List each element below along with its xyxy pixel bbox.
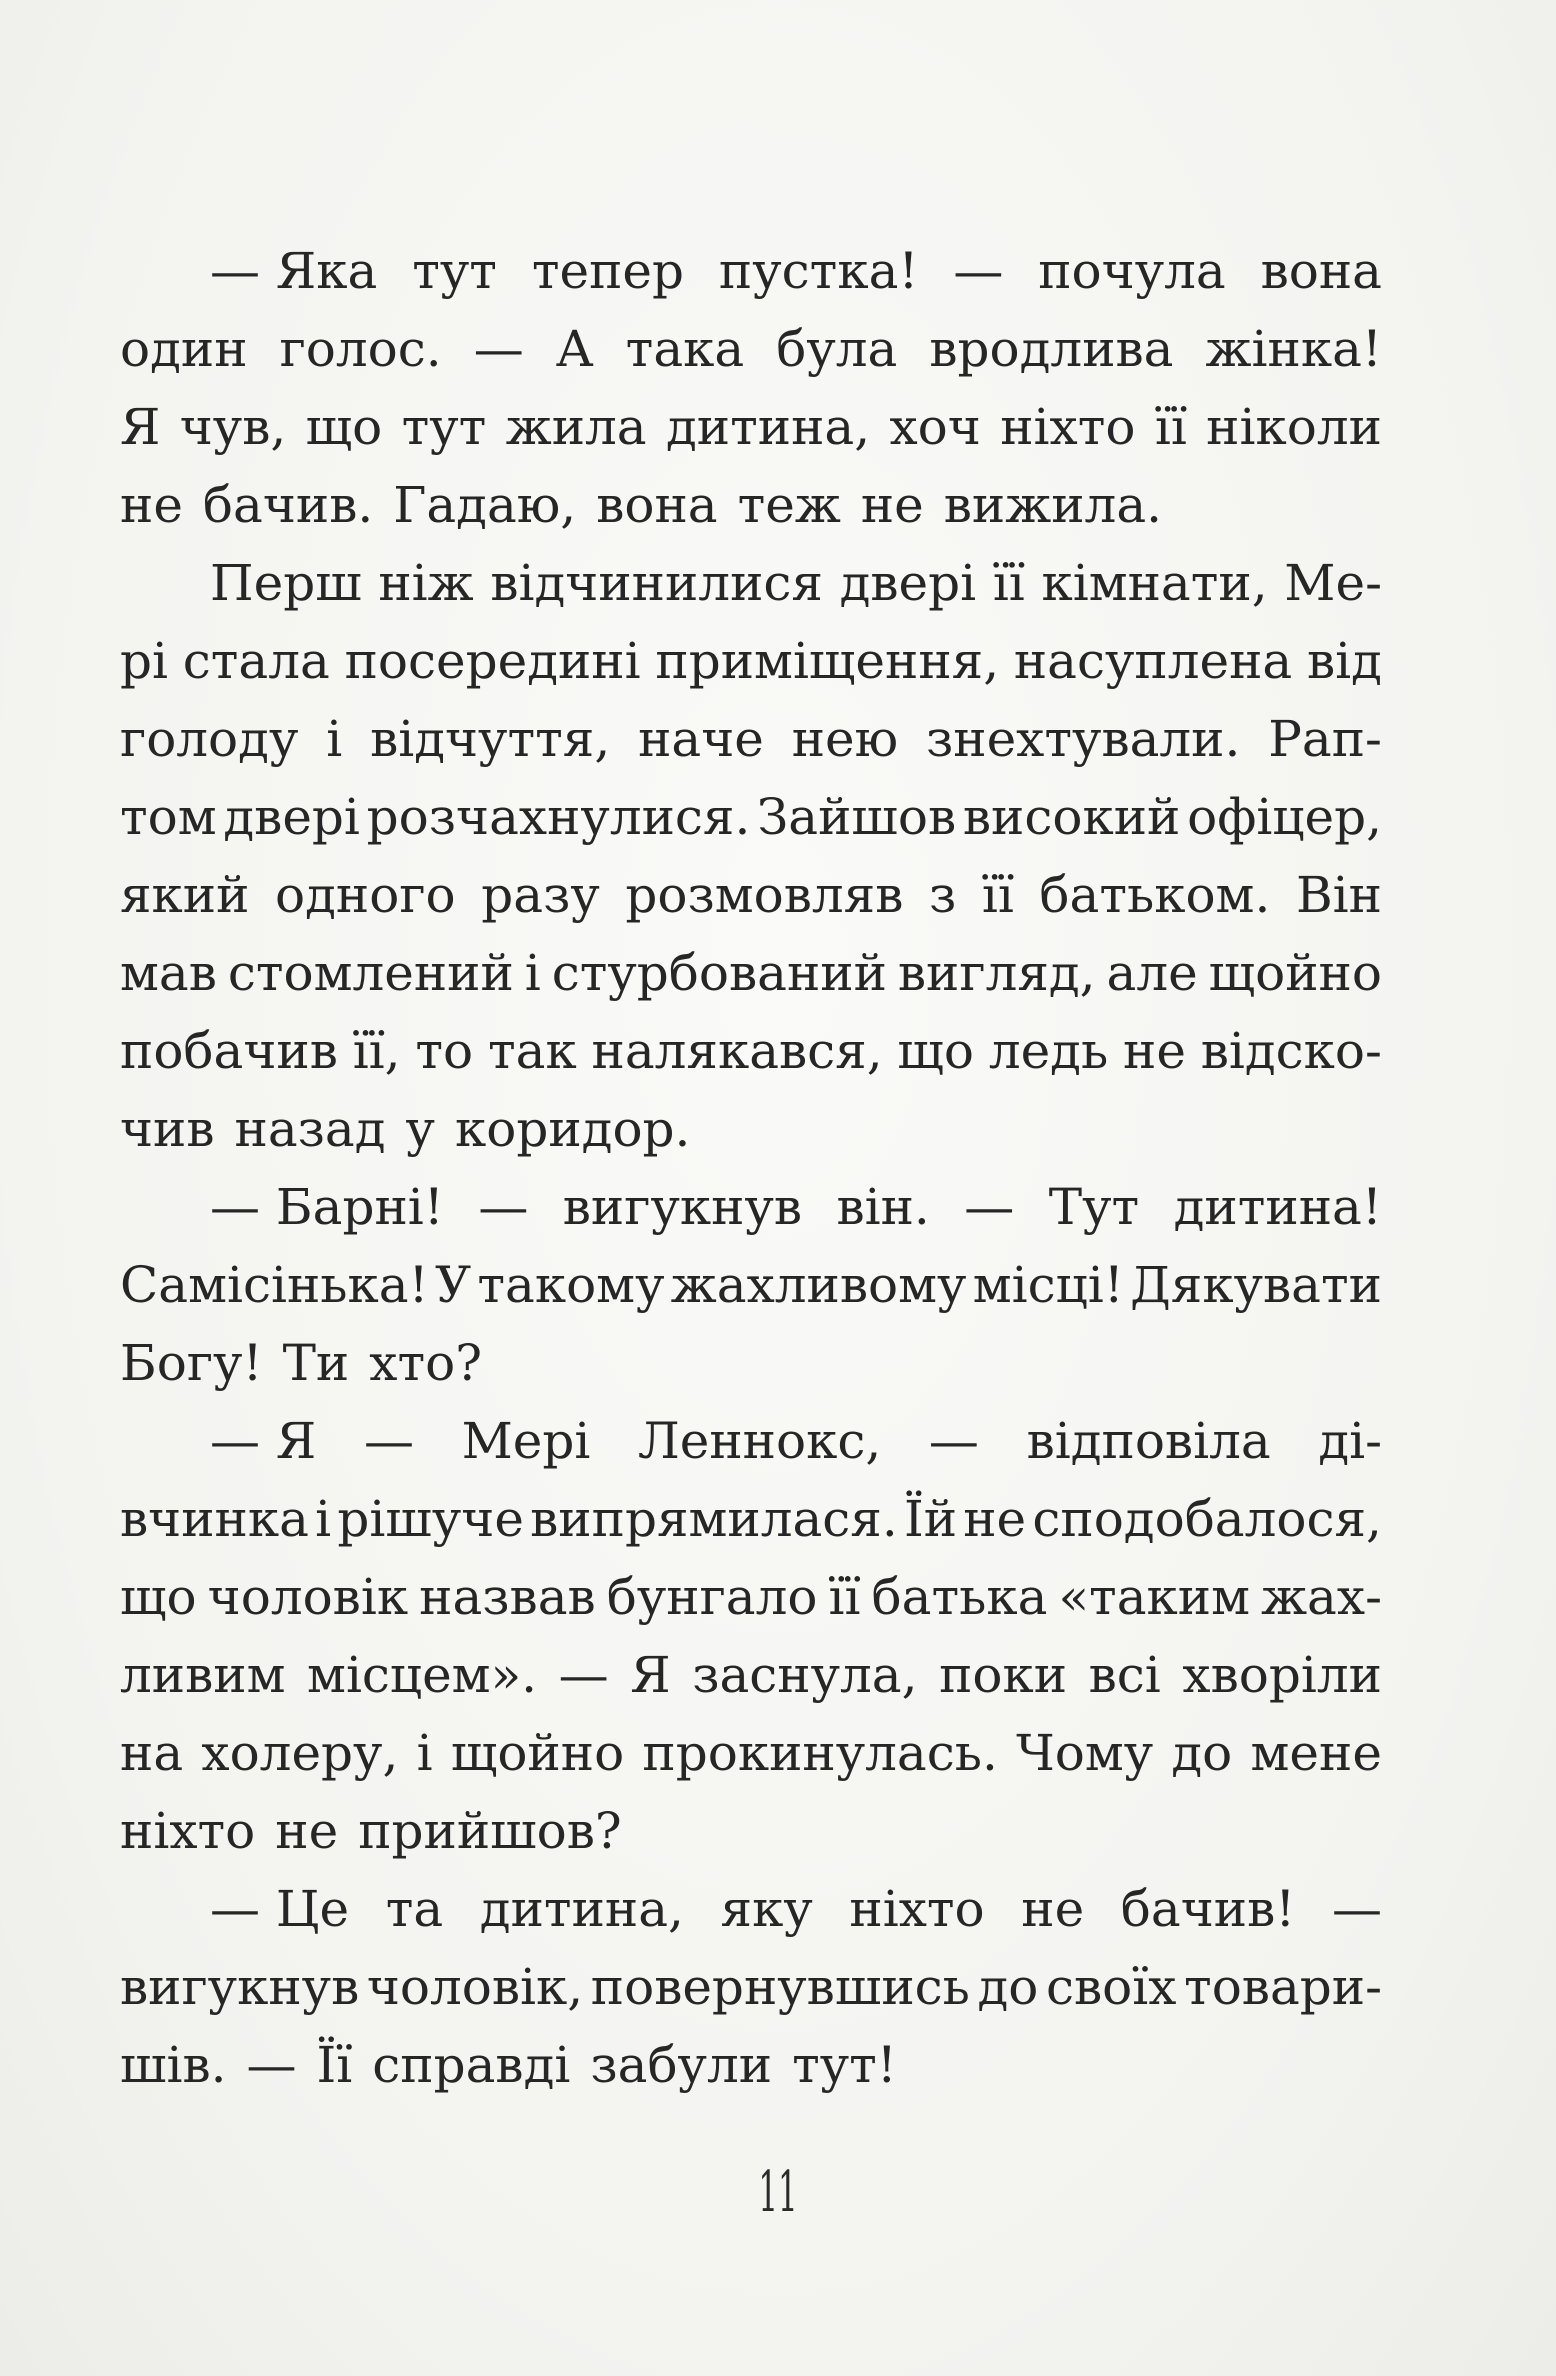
word: почула: [1038, 242, 1226, 300]
word: —: [363, 1412, 414, 1470]
word: на: [120, 1724, 184, 1782]
word: розмовляв: [625, 866, 904, 924]
word: — Це: [210, 1880, 350, 1938]
word: чоловік,: [366, 1958, 584, 2016]
word: місці!: [972, 1256, 1124, 1314]
paragraph: [120, 1870, 1382, 2104]
word: випрямилася.: [530, 1490, 898, 1548]
text-line: [120, 934, 1382, 1012]
word: її: [981, 866, 1014, 924]
word: та: [385, 1880, 444, 1938]
word: він.: [836, 1178, 930, 1236]
word: жила: [505, 398, 647, 456]
text-line: [120, 1090, 1382, 1168]
word: Тут: [1048, 1178, 1140, 1236]
word: відповіла: [1026, 1412, 1271, 1470]
word: бачив!: [1120, 1880, 1296, 1938]
word: ніхто: [849, 1880, 985, 1938]
word: заснула,: [692, 1646, 918, 1704]
word: разу: [481, 866, 600, 924]
word: холеру,: [201, 1724, 399, 1782]
text-line: [120, 466, 1382, 544]
word: бунгало: [606, 1568, 818, 1626]
word: не: [1021, 1880, 1085, 1938]
word: Перш: [210, 554, 362, 612]
word: прийшов?: [358, 1802, 622, 1860]
word: том: [120, 788, 217, 846]
paragraph: [120, 232, 1382, 544]
word: Я: [120, 398, 161, 456]
word: жах-: [1261, 1568, 1382, 1626]
word: такому: [477, 1256, 665, 1314]
word: пустка!: [718, 242, 919, 300]
word: Він: [1295, 866, 1382, 924]
word: ніж: [378, 554, 474, 612]
word: налякався,: [591, 1022, 883, 1080]
word: і: [416, 1724, 433, 1782]
word: що: [120, 1568, 197, 1626]
word: відско-: [1200, 1022, 1382, 1080]
word: жахливому: [670, 1256, 967, 1314]
word: Дякувати: [1130, 1256, 1382, 1314]
word: дитина,: [665, 398, 871, 456]
word: голоду: [120, 710, 299, 768]
word: дитина!: [1173, 1178, 1382, 1236]
word: з: [928, 866, 957, 924]
word: Богу!: [120, 1334, 263, 1392]
word: вигукнув: [120, 1958, 360, 2016]
word: двері: [223, 788, 360, 846]
word: один: [120, 320, 248, 378]
word: але: [1106, 944, 1198, 1002]
text-line: [120, 232, 1382, 310]
word: так: [487, 1022, 577, 1080]
word: ніхто: [1000, 398, 1136, 456]
word: офіцер,: [1187, 788, 1382, 846]
word: не: [275, 1802, 339, 1860]
word: вродлива: [929, 320, 1174, 378]
word: Чому: [1016, 1724, 1154, 1782]
word: розчахнулися.: [366, 788, 751, 846]
word: і: [315, 1490, 332, 1548]
text-line: [120, 2026, 1382, 2104]
word: батька: [871, 1568, 1048, 1626]
word: тут: [401, 398, 487, 456]
word: вигляд,: [897, 944, 1096, 1002]
text-line: [120, 1168, 1382, 1246]
text-line: [120, 778, 1382, 856]
text-line: [120, 1480, 1382, 1558]
word: стурбований: [551, 944, 887, 1002]
text-line: [120, 700, 1382, 778]
word: тут!: [792, 2036, 897, 2094]
word: —: [473, 320, 524, 378]
text-line: [120, 388, 1382, 466]
text-line: [120, 544, 1382, 622]
word: батьком.: [1039, 866, 1271, 924]
word: У: [434, 1256, 472, 1314]
word: всі: [1088, 1646, 1161, 1704]
word: бачив.: [202, 476, 374, 534]
word: тепер: [531, 242, 685, 300]
word: не: [120, 476, 183, 534]
word: щойно: [450, 1724, 625, 1782]
word: насуплена: [1013, 632, 1293, 690]
word: чув,: [179, 398, 287, 456]
word: відчинилися: [490, 554, 823, 612]
word: теж: [737, 476, 841, 534]
word: до: [1171, 1724, 1233, 1782]
word: дитина,: [479, 1880, 684, 1938]
word: що: [897, 1022, 975, 1080]
word: від: [1307, 632, 1382, 690]
word: —: [1331, 1880, 1382, 1938]
word: —: [928, 1412, 979, 1470]
word: знехтували.: [926, 710, 1241, 768]
word: — Яка: [210, 242, 378, 300]
word: вона: [1260, 242, 1382, 300]
paragraph: [120, 544, 1382, 1168]
word: Ти: [282, 1334, 350, 1392]
word: до: [977, 1958, 1039, 2016]
word: —: [246, 2036, 297, 2094]
word: місцем».: [307, 1646, 538, 1704]
body-text: [120, 232, 1382, 2104]
word: ледь: [988, 1022, 1109, 1080]
word: що: [305, 398, 383, 456]
text-line: [120, 856, 1382, 934]
word: вижила.: [943, 476, 1163, 534]
word: забули: [590, 2036, 773, 2094]
word: посередині: [344, 632, 641, 690]
word: не: [963, 1490, 1027, 1548]
word: не: [860, 476, 924, 534]
word: назвав: [419, 1568, 596, 1626]
word: ді-: [1318, 1412, 1382, 1470]
word: вчинка: [120, 1490, 309, 1548]
word: голос.: [279, 320, 442, 378]
paragraph: [120, 1168, 1382, 1402]
word: поки: [939, 1646, 1068, 1704]
word: високий: [962, 788, 1181, 846]
word: —: [478, 1178, 529, 1236]
word: Гадаю,: [393, 476, 577, 534]
word: ливим: [120, 1646, 286, 1704]
word: «таким: [1058, 1568, 1250, 1626]
word: Їй: [903, 1490, 958, 1548]
word: така: [625, 320, 745, 378]
word: Ме-: [1284, 554, 1382, 612]
paragraph: [120, 1402, 1382, 1870]
text-line: [120, 1636, 1382, 1714]
word: —: [953, 242, 1004, 300]
word: назад: [234, 1100, 386, 1158]
word: Її: [316, 2036, 353, 2094]
word: кімнати,: [1041, 554, 1268, 612]
text-line: [120, 1792, 1382, 1870]
word: прокинулась.: [642, 1724, 998, 1782]
word: наче: [638, 710, 764, 768]
word: стала: [182, 632, 330, 690]
word: Мері: [461, 1412, 591, 1470]
word: двері: [839, 554, 977, 612]
word: коридор.: [454, 1100, 691, 1158]
word: ніхто: [120, 1802, 256, 1860]
text-line: [120, 1402, 1382, 1480]
word: шів.: [120, 2036, 227, 2094]
word: повернувшись: [590, 1958, 970, 2016]
word: ніколи: [1206, 398, 1382, 456]
word: нею: [791, 710, 899, 768]
word: вигукнув: [562, 1178, 803, 1236]
text-line: [120, 1714, 1382, 1792]
word: одного: [275, 866, 456, 924]
word: приміщення,: [655, 632, 1000, 690]
text-line: [120, 1558, 1382, 1636]
word: жінка!: [1205, 320, 1382, 378]
text-line: [120, 1324, 1382, 1402]
word: Зайшов: [757, 788, 957, 846]
word: чоловік: [207, 1568, 409, 1626]
word: і: [326, 710, 343, 768]
text-line: [120, 1948, 1382, 2026]
word: —: [964, 1178, 1015, 1236]
word: Я: [630, 1646, 671, 1704]
word: яку: [720, 1880, 813, 1938]
word: відчуття,: [370, 710, 611, 768]
word: чив: [120, 1100, 215, 1158]
word: сподобалося,: [1032, 1490, 1382, 1548]
word: у: [405, 1100, 435, 1158]
word: побачив: [120, 1022, 338, 1080]
word: —: [558, 1646, 609, 1704]
word: щойно: [1208, 944, 1382, 1002]
word: рі: [120, 632, 168, 690]
word: хто?: [369, 1334, 483, 1392]
word: її: [828, 1568, 861, 1626]
word: — Я: [210, 1412, 317, 1470]
page-number: 11: [758, 2160, 798, 2225]
word: справді: [372, 2036, 571, 2094]
word: — Барні!: [210, 1178, 444, 1236]
word: Рап-: [1268, 710, 1382, 768]
word: вона: [596, 476, 718, 534]
text-line: [120, 310, 1382, 388]
word: товари-: [1184, 1958, 1382, 2016]
word: який: [120, 866, 250, 924]
word: її,: [352, 1022, 401, 1080]
text-line: [120, 1012, 1382, 1090]
word: хоч: [889, 398, 981, 456]
word: її: [1154, 398, 1187, 456]
text-line: [120, 1870, 1382, 1948]
word: рішуче: [337, 1490, 524, 1548]
word: стомлений: [227, 944, 514, 1002]
word: Леннокс,: [638, 1412, 882, 1470]
word: мав: [120, 944, 217, 1002]
text-line: [120, 1246, 1382, 1324]
word: була: [776, 320, 898, 378]
text-line: [120, 622, 1382, 700]
word: не: [1123, 1022, 1186, 1080]
word: Самісінька!: [120, 1256, 429, 1314]
word: своїх: [1045, 1958, 1177, 2016]
word: А: [555, 320, 594, 378]
word: тут: [412, 242, 497, 300]
word: і: [524, 944, 541, 1002]
word: хворіли: [1182, 1646, 1382, 1704]
word: то: [415, 1022, 474, 1080]
word: її: [992, 554, 1025, 612]
word: мене: [1250, 1724, 1382, 1782]
